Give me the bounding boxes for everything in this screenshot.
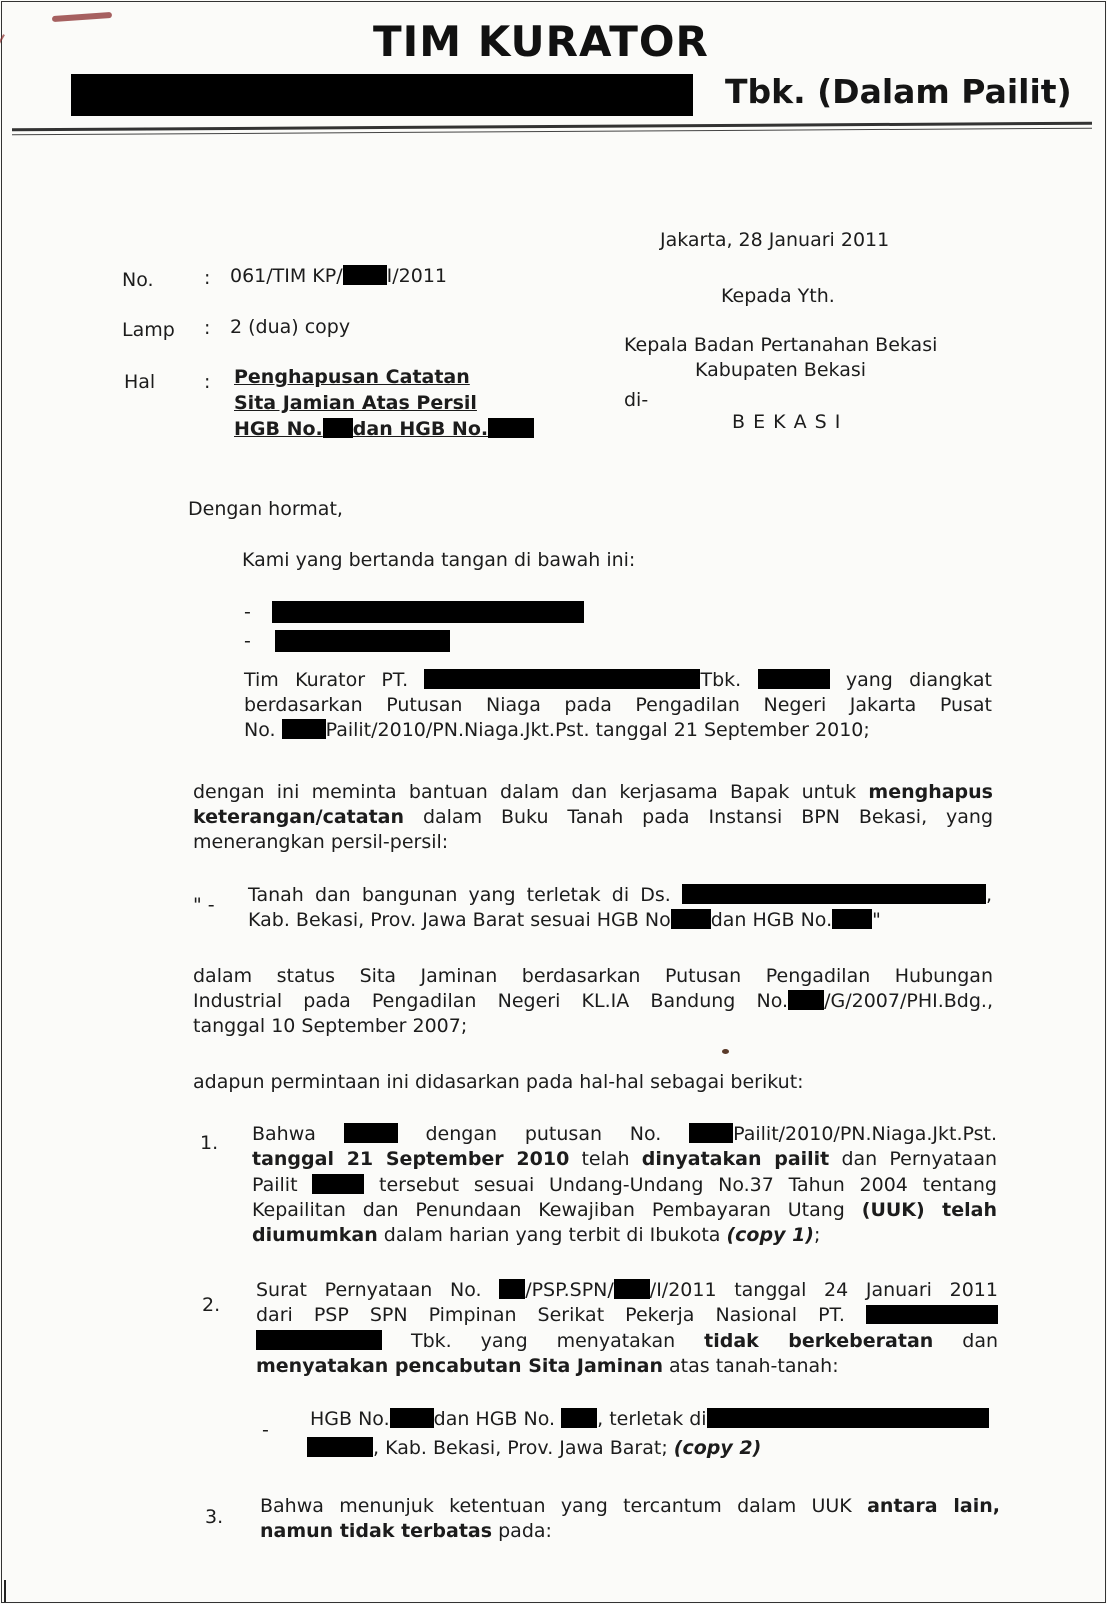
land-line1: Tanah dan bangunan yang terletak di Ds. , (248, 884, 992, 906)
no-label: No. (122, 269, 154, 291)
signatory-dash-1: - (244, 601, 251, 623)
redaction (499, 1279, 525, 1299)
item-3-paragraph (260, 1494, 1000, 1545)
redaction (561, 1408, 597, 1428)
kurator-line2: berdasarkan Putusan Niaga pada Pengadilan Negeri Jakarta Pusat (244, 694, 992, 717)
redaction (614, 1279, 650, 1299)
lamp-value: 2 (dua) copy (230, 316, 351, 338)
recipient-line1: Kepala Badan Pertanahan Bekasi (624, 334, 938, 356)
item-1-number: 1. (200, 1132, 219, 1154)
item-1-line3: Pailit tersebut sesuai Undang-Undang No.37 Tahun 2004 tentang (252, 1173, 997, 1196)
letterhead-title: TIM KURATOR (373, 17, 709, 66)
kurator-paragraph (244, 668, 992, 743)
redaction (671, 909, 711, 929)
no-value: 061/TIM KP/ I/2011 (230, 265, 447, 287)
basis-line: adapun permintaan ini didasarkan pada hal-hal sebagai berikut: (193, 1071, 804, 1093)
item-1-line1: Bahwa dengan putusan No. Pailit/2010/PN.Niaga.Jkt.Pst. (252, 1123, 998, 1145)
no-colon: : (204, 267, 211, 289)
item-2-line4: menyatakan pencabutan Sita Jaminan atas tanah-tanah: (256, 1355, 839, 1378)
redaction (256, 1330, 382, 1350)
hal-line1: Penghapusan Catatan (234, 366, 470, 388)
land-paragraph (248, 883, 992, 933)
redaction (344, 1123, 398, 1143)
redaction (307, 1437, 373, 1457)
item-1-line5: diumumkan dalam harian yang terbit di Ibukota (copy 1); (252, 1224, 821, 1247)
recipient-city: B E K A S I (732, 411, 842, 433)
hal-line3: HGB No. dan HGB No. (234, 417, 534, 442)
hal-line2: Sita Jamian Atas Persil (234, 392, 477, 414)
letterhead-rule (12, 122, 1092, 132)
request-paragraph (193, 780, 993, 855)
status-line1: dalam status Sita Jaminan berdasarkan Putusan Pengadilan Hubungan (193, 965, 993, 987)
item-2-line1: Surat Pernyataan No. /PSP.SPN/ /I/2011 tanggal 24 Januari 2011 (256, 1279, 998, 1301)
recipient-line2: Kabupaten Bekasi (695, 359, 867, 381)
ink-speck (722, 1049, 729, 1054)
item-1-line4: Kepailitan dan Penundaan Kewajiban Pembayaran Utang (UUK) telah (252, 1198, 997, 1221)
request-line3: menerangkan persil-persil: (193, 831, 449, 854)
redaction (323, 418, 353, 438)
redaction (758, 669, 830, 689)
hal-colon: : (204, 371, 211, 393)
salutation: Dengan hormat, (188, 498, 343, 520)
request-line1: dengan ini meminta bantuan dalam dan kerjasama Bapak untuk menghapus (193, 781, 993, 803)
redaction (488, 418, 534, 438)
redacted-signatory-1 (272, 601, 584, 623)
hgb-line1: HGB No. dan HGB No. , terletak di (310, 1407, 989, 1432)
hal-label: Hal (124, 371, 156, 393)
item-3-number: 3. (205, 1506, 224, 1528)
redaction (689, 1123, 733, 1143)
ink-tick (0, 34, 12, 48)
hgb-dash: - (262, 1419, 269, 1441)
item-2-line3: Tbk. yang menyatakan tidak berkeberatan dan (256, 1329, 998, 1354)
margin-mark (4, 1580, 6, 1602)
item-3-line1: Bahwa menunjuk ketentuan yang tercantum dalam UUK antara lain, (260, 1495, 1000, 1517)
lamp-colon: : (204, 317, 211, 339)
status-paragraph (193, 964, 993, 1039)
land-line2: Kab. Bekasi, Prov. Jawa Barat sesuai HGB No dan HGB No. " (248, 909, 881, 932)
quote-dash: " - (193, 894, 215, 916)
redaction (707, 1408, 989, 1428)
redaction (682, 884, 986, 904)
redaction (788, 990, 824, 1010)
hgb-line2: , Kab. Bekasi, Prov. Jawa Barat; (copy 2) (307, 1436, 761, 1461)
item-3-line2: namun tidak terbatas pada: (260, 1520, 552, 1543)
status-line3: tanggal 10 September 2007; (193, 1015, 468, 1038)
kurator-line3: No. Pailit/2010/PN.Niaga.Jkt.Pst. tanggal 21 September 2010; (244, 719, 870, 742)
redacted-signatory-2 (275, 630, 450, 652)
kurator-line1: Tim Kurator PT. Tbk. yang diangkat (244, 669, 992, 691)
redaction (312, 1174, 364, 1194)
recipient-greeting: Kepada Yth. (721, 285, 835, 307)
redaction (282, 719, 326, 739)
letterhead-subtitle: Tbk. (Dalam Pailit) (725, 72, 1072, 111)
recipient-di: di- (624, 389, 649, 411)
item-2-number: 2. (202, 1294, 221, 1316)
item-2-paragraph (256, 1278, 998, 1380)
letter-date: Jakarta, 28 Januari 2011 (660, 229, 890, 251)
item-1-line2: tanggal 21 September 2010 telah dinyatakan pailit dan Pernyataan (252, 1148, 997, 1171)
signatory-dash-2: - (244, 630, 251, 652)
status-line2: Industrial pada Pengadilan Negeri KL.IA Bandung No. /G/2007/PHI.Bdg., (193, 990, 993, 1013)
redaction (390, 1408, 434, 1428)
redaction (866, 1305, 998, 1325)
request-line2: keterangan/catatan dalam Buku Tanah pada Instansi BPN Bekasi, yang (193, 806, 993, 829)
redacted-company-name (71, 74, 693, 116)
ink-mark (52, 12, 112, 22)
item-1-paragraph (252, 1122, 997, 1248)
item-2-line2: dari PSP SPN Pimpinan Serikat Pekerja Nasional PT. (256, 1303, 998, 1328)
lamp-label: Lamp (122, 319, 175, 341)
redaction (424, 669, 700, 689)
redaction (343, 265, 387, 285)
intro-line: Kami yang bertanda tangan di bawah ini: (242, 549, 636, 571)
redaction (832, 909, 872, 929)
